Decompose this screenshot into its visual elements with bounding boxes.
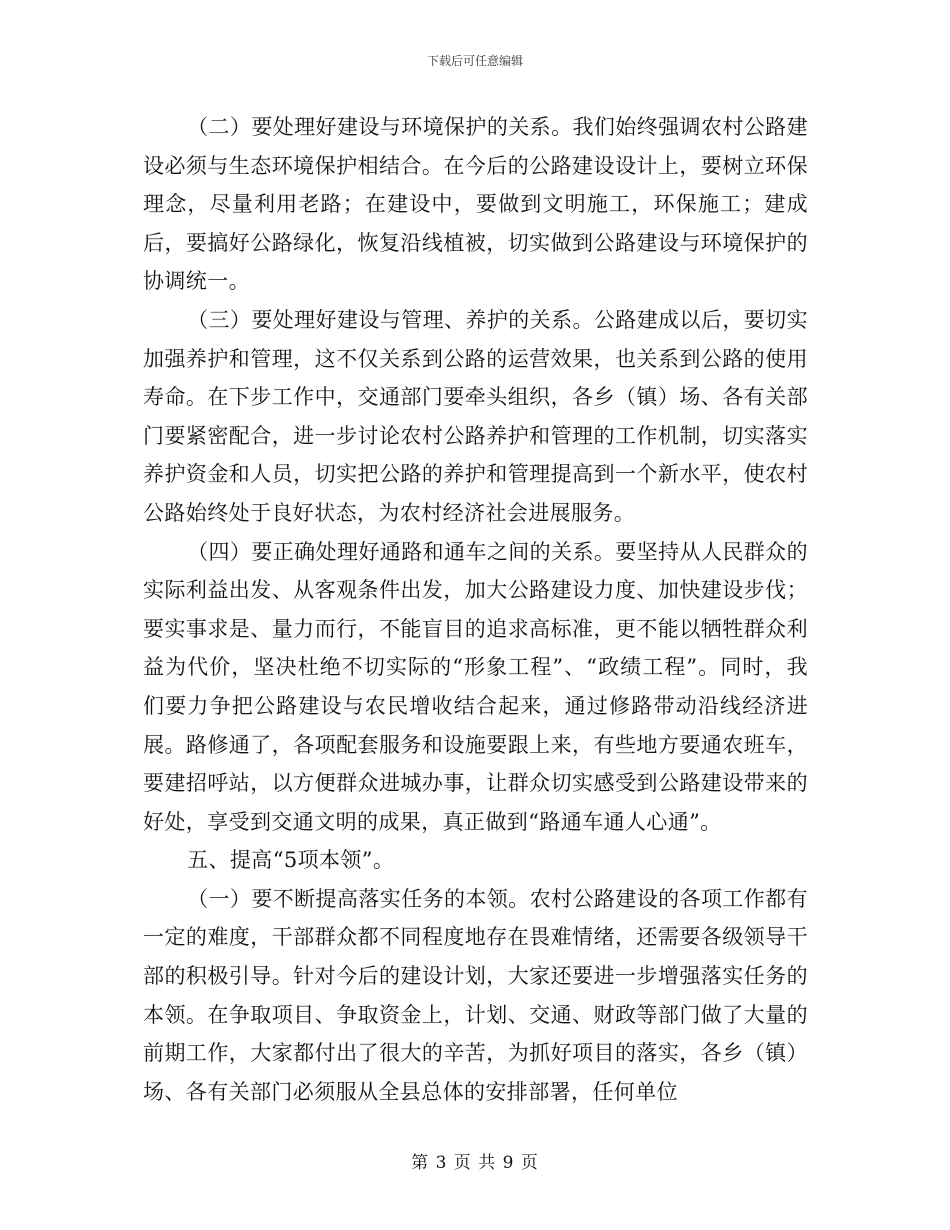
document-body: [143, 108, 808, 1111]
paragraph-four: （四）要正确处理好通路和通车之间的关系。要坚持从人民群众的实际利益出发、从客观条件出发，加大公路建设力度、加快建设步伐；要实事求是、量力而行，不能盲目的追求高标准，更不能以牺牲群众利益为代价，坚决杜绝不切实际的“形象工程”、“政绩工程”。同时，我们要力争把公路建设与农民增收结合起来，通过修路带动沿线经济进展。路修通了，各项配套服务和设施要跟上来，有些地方要通农班车，要建招呼站，以方便群众进城办事，让群众切实感受到公路建设带来的好处，享受到交通文明的成果，真正做到“路通车通人心通”。: [143, 539, 808, 834]
paragraph-five-one: （一）要不断提高落实任务的本领。农村公路建设的各项工作都有一定的难度，干部群众都不同程度地存在畏难情绪，还需要各级领导干部的积极引导。针对今后的建设计划，大家还要进一步增强落实任务的本领。在争取项目、争取资金上，计划、交通、财政等部门做了大量的前期工作，大家都付出了很大的辛苦，为抓好项目的落实，各乡（镇）场、各有关部门必须服从全县总体的安排部署，任何单位: [143, 886, 808, 1104]
paragraph-two: （二）要处理好建设与环境保护的关系。我们始终强调农村公路建设必须与生态环境保护相结合。在今后的公路建设设计上，要树立环保理念，尽量利用老路；在建设中，要做到文明施工，环保施工；建成后，要搞好公路绿化，恢复沿线植被，切实做到公路建设与环境保护的协调统一。: [143, 115, 808, 294]
section-heading-five: 五、提高“5项本领”。: [187, 848, 395, 873]
header-note: 下载后可任意编辑: [426, 54, 523, 68]
page-number-footer: 第 3 页 共 9 页: [411, 1153, 539, 1173]
paragraph-three: （三）要处理好建设与管理、养护的关系。公路建成以后，要切实加强养护和管理，这不仅关系到公路的运营效果，也关系到公路的使用寿命。在下步工作中，交通部门要牵头组织，各乡（镇）场、各有关部门要紧密配合，进一步讨论农村公路养护和管理的工作机制，切实落实养护资金和人员，切实把公路的养护和管理提高到一个新水平，使农村公路始终处于良好状态，为农村经济社会进展服务。: [143, 307, 808, 525]
